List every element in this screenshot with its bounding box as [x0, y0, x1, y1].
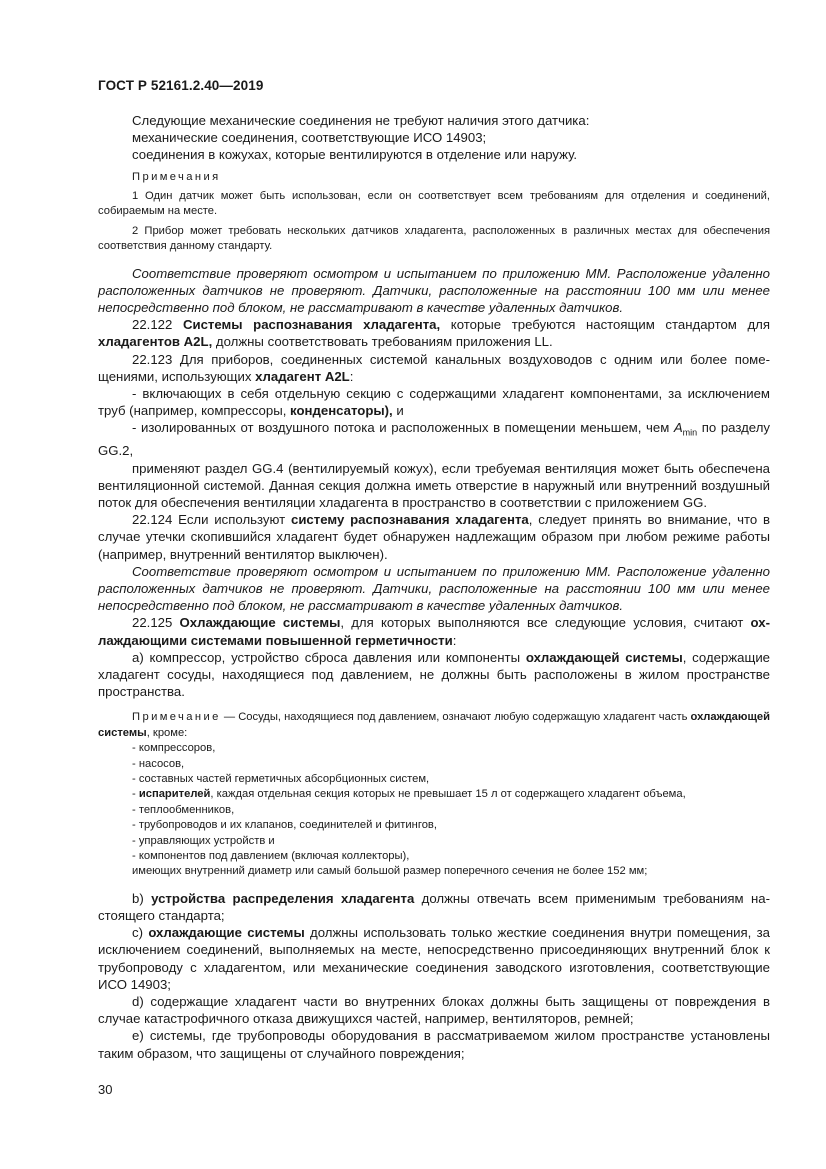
term-a2l-refrigerant: хладагент A2L	[255, 368, 350, 384]
list-item: - управляющих устройств и	[132, 834, 275, 847]
item-c	[98, 924, 770, 993]
clause-22-123-dash-2	[98, 419, 770, 459]
note-heading-text: Примечание	[132, 711, 221, 724]
note-heading	[98, 170, 770, 185]
item-e: е) системы, где трубопроводы оборудования в рассматриваемом жилом пространстве установлены таким образом, что защищены от случайного повреждения;	[98, 1028, 770, 1061]
clause-text: 22.123 Для приборов, соединенных системой канальных воздуховодов с одним или более помещениями, использующих	[98, 351, 770, 384]
clause-text: :	[349, 368, 354, 384]
dash-text: по разделу GG.2,	[98, 420, 770, 459]
clause-text: , для которых выполняются все следующие условия, считают	[340, 615, 751, 631]
dash-text: и	[392, 403, 404, 419]
term-enhanced-tightness-systems: охлаждающими системами повышенной герметичности	[98, 615, 771, 648]
item-text: , содержащие хладагент сосуды, находящиеся под давлением, не должны быть расположены в жилом пространстве пространства.	[98, 649, 771, 700]
document-header: ГОСТ Р 52161.2.40—2019	[98, 78, 264, 93]
term-refrigerating-systems: охлаждающие системы	[148, 925, 305, 941]
var-subscript: min	[682, 428, 698, 439]
list-item: - компонентов под давлением (включая коллекторы),	[132, 850, 410, 863]
clause-text: :	[452, 632, 457, 648]
clause-22-125	[98, 614, 770, 648]
item-prefix: с)	[132, 925, 149, 941]
note-pressure-vessels	[98, 710, 770, 741]
clause-22-125-item-a	[98, 649, 770, 701]
list-item	[132, 787, 770, 802]
clause-22-123-dash-1	[98, 385, 770, 419]
intro-line-2: механические соединения, соответствующие ИСО 14903;	[132, 130, 487, 146]
clause-text: , следует принять во внимание, что в случае утечки скопившийся хладагент будет обнаружен надлежащим образом при любом режиме работы (например, внутренний вентилятор выключен).	[98, 512, 771, 562]
list-item: - трубопроводов и их клапанов, соединителей и фитингов,	[132, 819, 437, 832]
item-prefix: b)	[132, 890, 152, 906]
compliance-paragraph-2: Соответствие проверяют осмотром и испытанием по приложению ММ. Расположение удаленно расположенных датчиков не проверяют. Датчики, расположенные на расстоянии 100 мм или менее непосредственно под блоком, не рассматривают в качестве удаленных датчиков.	[98, 563, 770, 614]
item-text: должны отвечать всем применимым требованиям настоящего стандарта;	[98, 890, 770, 924]
note-1: 1 Один датчик может быть использован, если он соответствует всем требованиям для отделения и соединений, собираемым на месте.	[98, 190, 770, 218]
clause-22-122	[98, 316, 770, 350]
dash-text: - изолированных от воздушного потока и расположенных в помещении меньшем, чем	[132, 420, 674, 436]
term-condensers: конденсаторы),	[290, 403, 393, 419]
term-refrigerating-system: охлаждающей системы	[525, 649, 683, 665]
term-refrigerating-systems: Охлаждающие системы	[179, 615, 341, 631]
clause-22-123-para: применяют раздел GG.4 (вентилируемый кожух), если требуемая вентиляция может быть обеспечена вентиляционной системой. Данная секция должна иметь отверстие в наружный или внутренний воздушный поток для обеспечения вентиляции хладагента в пространство в соответствии с приложением GG.	[98, 460, 770, 510]
intro-line-3: соединения в кожухах, которые вентилируются в отделение или наружу.	[132, 147, 578, 163]
item-text: , каждая отдельная секция которых не превышает 15 л от содержащего хладагент объема,	[210, 788, 686, 801]
clause-number: 22.125	[132, 615, 180, 631]
list-item: - насосов,	[132, 757, 185, 770]
page-content	[98, 112, 770, 1062]
item-text: должны использовать только жесткие соединения внутри помещения, за исключением соединений, выполняемых на месте, непосредственно присоединяющих внутренний блок к трубопроводу с хладагентом, или механические соединения заводского изготовления, соответствующие ИСО 14903;	[98, 925, 770, 992]
list-item: - теплообменников,	[132, 803, 235, 816]
note-text: , кроме:	[146, 726, 188, 739]
exclusions-list	[98, 741, 770, 864]
list-item: - компрессоров,	[132, 742, 216, 755]
term-refrigerant-distribution-devices: устройства распределения хладагента	[151, 890, 415, 906]
clause-text: которые требуются настоящим стандартом для	[440, 317, 770, 333]
dash-text: - включающих в себя отдельную секцию с содержащими хладагент компонентами, за исключением труб (например, компрессоры,	[98, 386, 770, 419]
intro-line-1: Следующие механические соединения не требуют наличия этого датчика:	[132, 113, 590, 128]
list-item: - составных частей герметичных абсорбционных систем,	[132, 772, 430, 785]
note-text: — Сосуды, находящиеся под давлением, означают любую содержащую хладагент часть	[220, 711, 691, 724]
clause-number: 22.122	[132, 317, 183, 333]
item-d: d) содержащие хладагент части во внутренних блоках должны быть защищены от повреждения в случае катастрофичного отказа движущихся частей, например, вентиляторов, ремней;	[98, 994, 770, 1027]
term-evaporators: испарителей	[138, 788, 211, 801]
clause-text: 22.124 Если используют	[132, 512, 291, 528]
term-refrigerating-system: охлаждающей системы	[98, 711, 770, 739]
term-refrigerant-detection-system: систему распознавания хладагента	[290, 512, 529, 528]
note-tail: имеющих внутренний диаметр или самый большой размер поперечного сечения не более 152 мм;	[132, 865, 648, 878]
item-b	[98, 890, 770, 924]
term-a2l-refrigerants: хладагентов A2L,	[98, 334, 213, 350]
dash: -	[132, 788, 139, 801]
note-2: 2 Прибор может требовать нескольких датчиков хладагента, расположенных в различных местах для обеспечения соответствия данному стандарту.	[98, 224, 770, 253]
page-number: 30	[98, 1082, 113, 1097]
clause-22-124	[98, 511, 770, 563]
item-text: а) компрессор, устройство сброса давления или компоненты	[132, 649, 526, 665]
note-heading-text: Примечания	[132, 170, 221, 183]
clause-text: должны соответствовать требованиям приложения LL.	[212, 334, 553, 350]
clause-22-123	[98, 351, 770, 385]
var-a: A	[673, 420, 683, 436]
term-refrigerant-detection-systems: Системы распознавания хладагента,	[182, 317, 441, 333]
compliance-paragraph-1: Соответствие проверяют осмотром и испытанием по приложению ММ. Расположение удаленно расположенных датчиков не проверяют. Датчики, расположенные на расстоянии 100 мм или менее непосредственно под блоком, не рассматривают в качестве удаленных датчиков.	[98, 265, 770, 316]
